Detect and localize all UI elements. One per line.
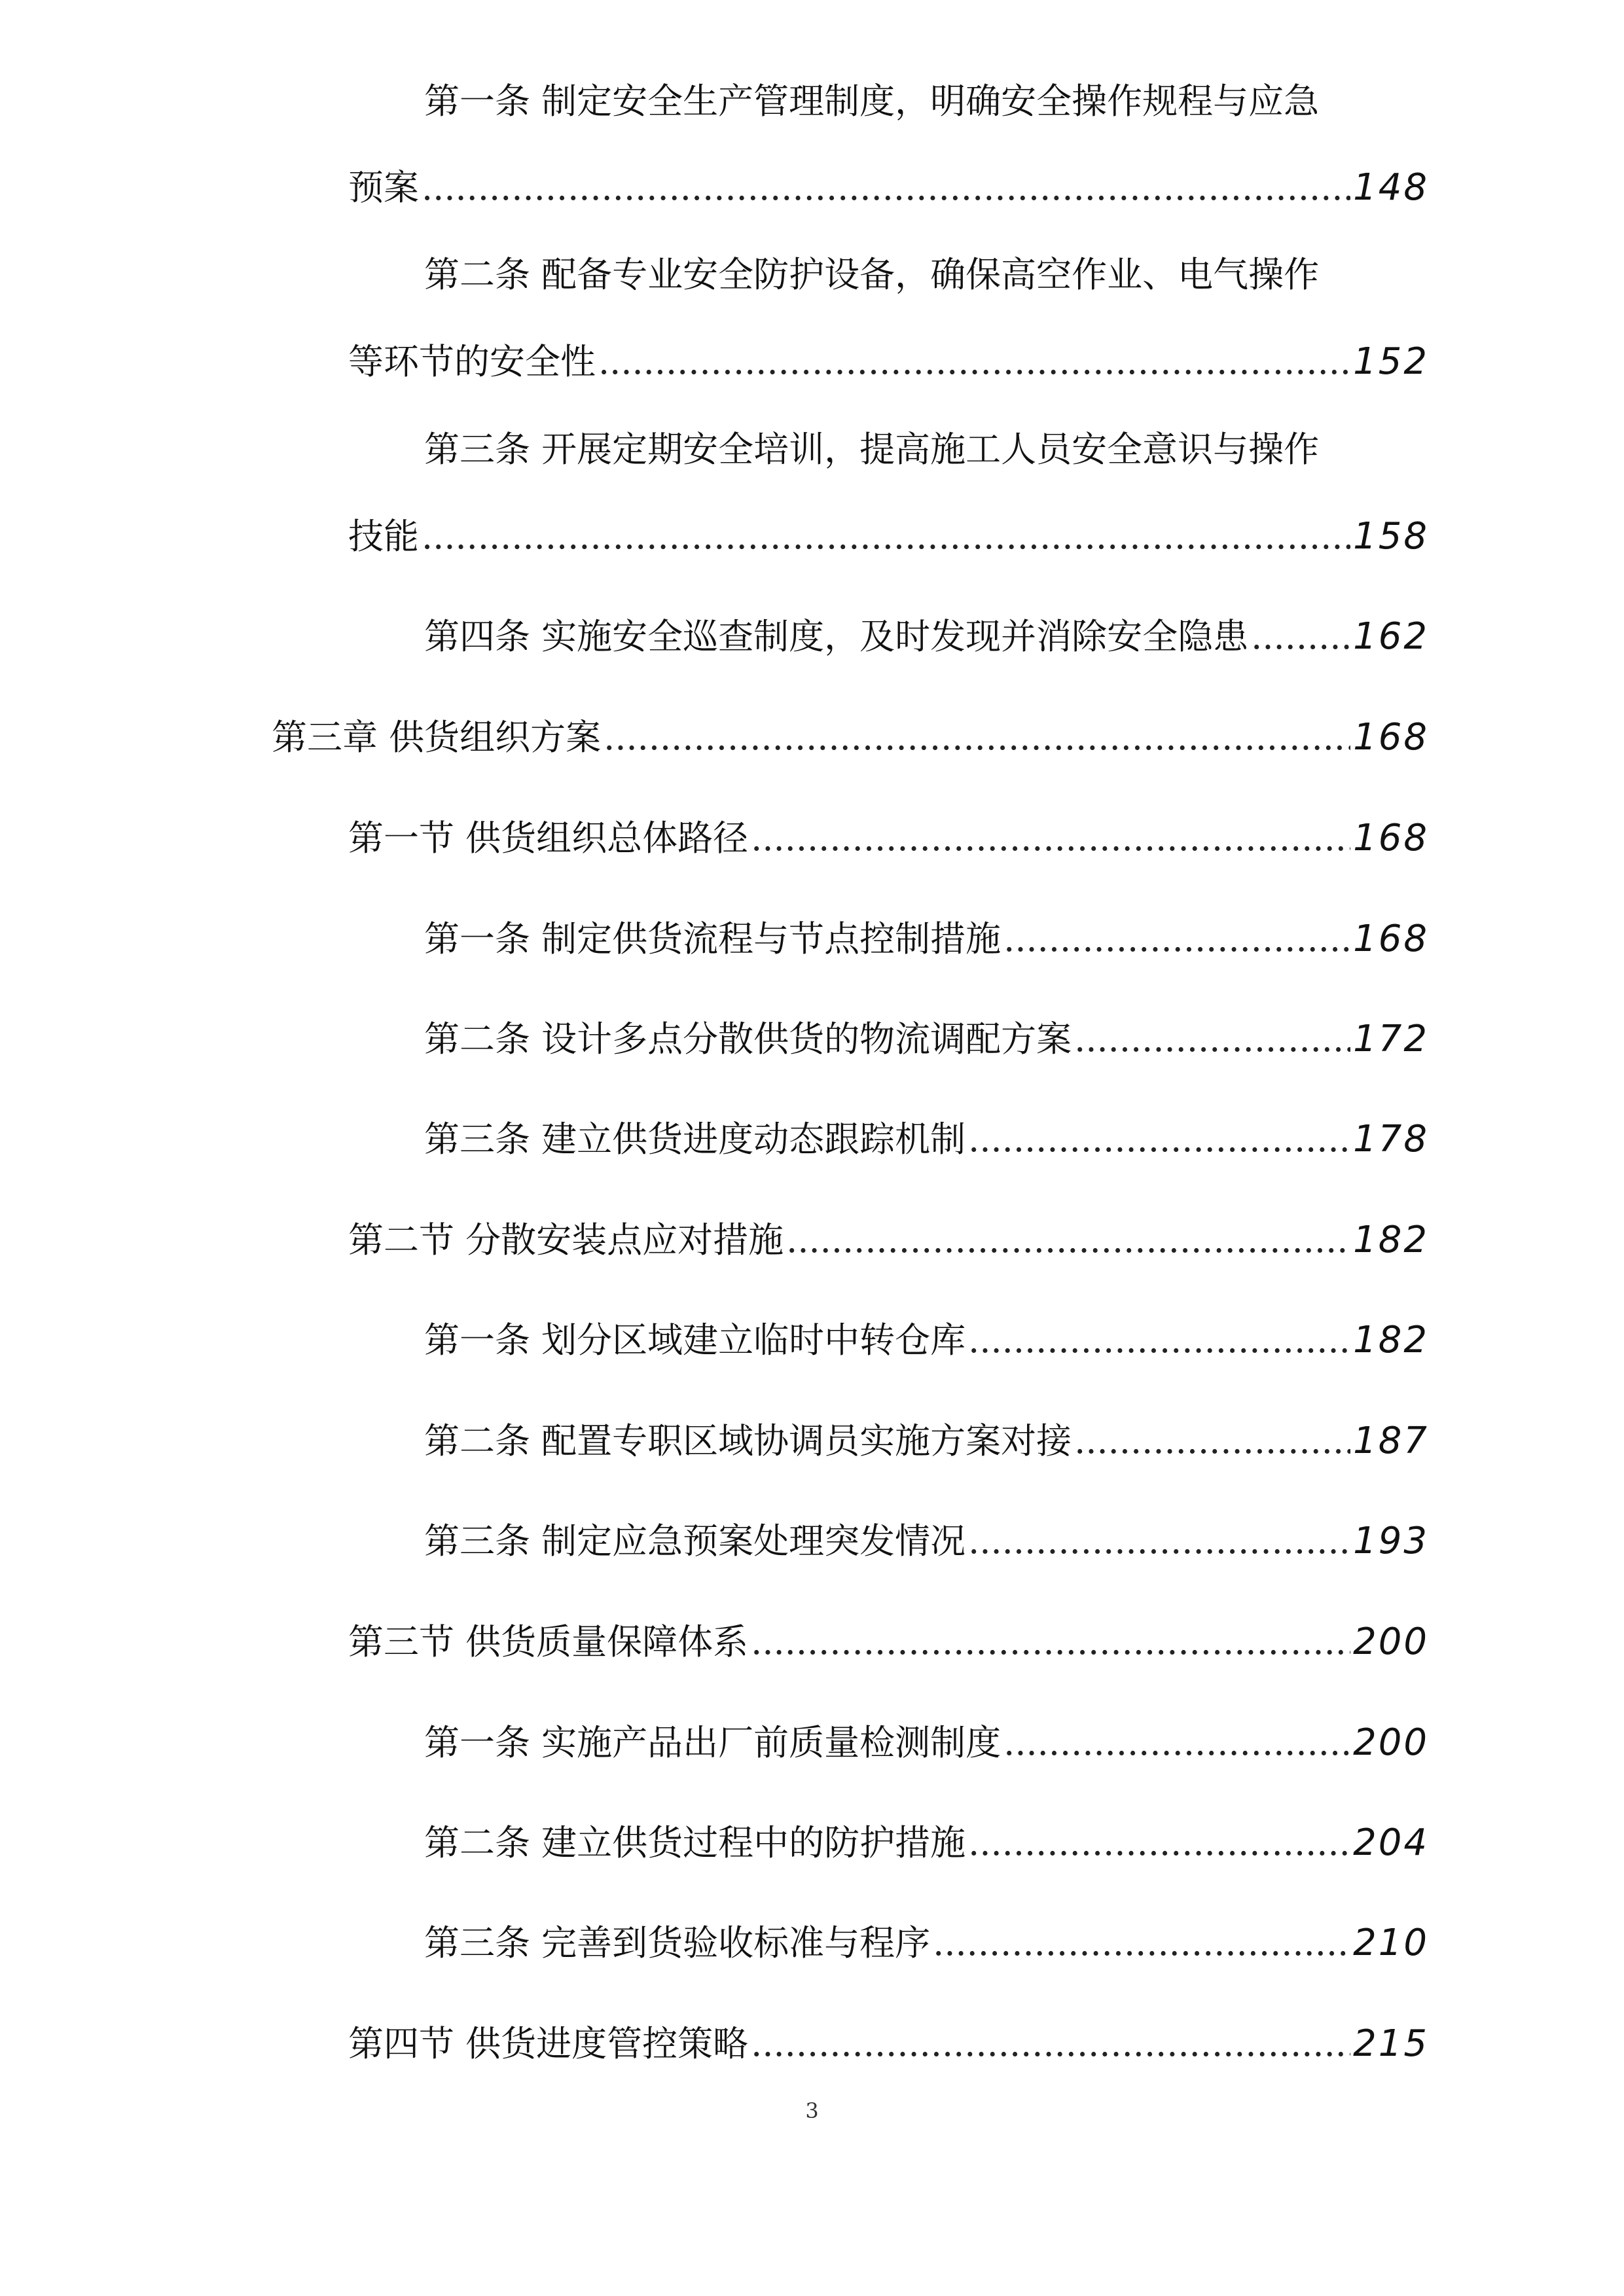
toc-page-number: 152 <box>1353 340 1429 383</box>
toc-entry[interactable] <box>424 614 1429 660</box>
toc-page-number: 187 <box>1353 1420 1429 1462</box>
toc-page-number: 168 <box>1353 716 1429 759</box>
dot-leader <box>751 1619 1350 1665</box>
toc-entry-section[interactable] <box>348 2021 1429 2067</box>
dot-leader <box>968 1820 1350 1866</box>
dot-leader <box>1074 1418 1350 1464</box>
toc-entry-section[interactable] <box>348 816 1429 861</box>
toc-entry[interactable] <box>424 1318 1429 1363</box>
toc-entry-title: 第一条 划分区域建立临时中转仓库 <box>424 1319 966 1361</box>
toc-page-number: 200 <box>1353 1721 1429 1764</box>
dot-leader <box>604 715 1350 761</box>
toc-page-number: 193 <box>1353 1520 1429 1562</box>
toc-entry-line1: 第一条 制定安全生产管理制度，明确安全操作规程与应急 <box>424 81 1320 122</box>
dot-leader <box>786 1217 1350 1263</box>
toc-entry-title: 第二节 分散安装点应对措施 <box>348 1219 784 1261</box>
toc-page-number: 204 <box>1353 1821 1429 1864</box>
toc-page-number: 182 <box>1353 1319 1429 1361</box>
toc-page-number: 178 <box>1353 1118 1429 1160</box>
toc-entry-title: 第二条 建立供货过程中的防护措施 <box>424 1822 966 1863</box>
toc-entry[interactable] <box>424 1016 1429 1062</box>
toc-entry[interactable] <box>424 1720 1429 1766</box>
toc-entry[interactable] <box>348 514 1429 560</box>
toc-page-number: 168 <box>1353 817 1429 859</box>
toc-entry-title: 第二条 配置专职区域协调员实施方案对接 <box>424 1420 1072 1462</box>
toc-entry[interactable] <box>424 1920 1429 1966</box>
toc-page-number: 148 <box>1353 166 1429 209</box>
toc-entry-title: 第三条 完善到货验收标准与程序 <box>424 1922 931 1964</box>
toc-page-number: 182 <box>1353 1219 1429 1261</box>
toc-entry-title: 第二条 设计多点分散供货的物流调配方案 <box>424 1018 1072 1060</box>
toc-entry-title: 第三条 建立供货进度动态跟踪机制 <box>424 1119 966 1160</box>
dot-leader <box>933 1920 1350 1966</box>
dot-leader <box>422 514 1350 560</box>
toc-entry[interactable] <box>424 1117 1429 1162</box>
toc-entry-title: 第三章 供货组织方案 <box>272 717 602 758</box>
dot-leader <box>1251 614 1350 660</box>
dot-leader <box>1003 916 1350 962</box>
toc-entry-section[interactable] <box>348 1217 1429 1263</box>
toc-entry-chapter[interactable] <box>272 715 1429 761</box>
toc-entry[interactable] <box>424 1518 1429 1564</box>
toc-entry-line1: 第三条 开展定期安全培训，提高施工人员安全意识与操作 <box>424 429 1320 470</box>
toc-page-number: 158 <box>1353 515 1429 558</box>
toc-entry[interactable] <box>424 1418 1429 1464</box>
dot-leader <box>598 339 1350 385</box>
page-footer-number: 3 <box>805 2098 819 2123</box>
toc-entry-title: 技能 <box>348 516 419 557</box>
toc-page-number: 200 <box>1353 1621 1429 1663</box>
toc-page-number: 215 <box>1353 2022 1429 2065</box>
toc-entry-title: 等环节的安全性 <box>348 341 596 382</box>
dot-leader <box>751 816 1350 861</box>
toc-entry-title: 第三条 制定应急预案处理突发情况 <box>424 1520 966 1562</box>
toc-entry[interactable] <box>424 916 1429 962</box>
toc-entry-title: 第四节 供货进度管控策略 <box>348 2023 749 2064</box>
toc-entry-title: 第三节 供货质量保障体系 <box>348 1621 749 1662</box>
toc-entry-title: 第一条 制定供货流程与节点控制措施 <box>424 918 1001 960</box>
toc-page-number: 162 <box>1353 615 1429 658</box>
toc-page-number: 210 <box>1353 1922 1429 1964</box>
toc-entry-title: 第一节 供货组织总体路径 <box>348 817 749 859</box>
dot-leader <box>968 1318 1350 1363</box>
toc-page-number: 168 <box>1353 918 1429 960</box>
dot-leader <box>968 1518 1350 1564</box>
toc-entry-section[interactable] <box>348 1619 1429 1665</box>
dot-leader <box>1074 1016 1350 1062</box>
dot-leader <box>968 1117 1350 1162</box>
dot-leader <box>1003 1720 1350 1766</box>
toc-entry[interactable] <box>424 1820 1429 1866</box>
dot-leader <box>422 165 1350 211</box>
toc-entry[interactable] <box>348 165 1429 211</box>
toc-entry-title: 预案 <box>348 167 419 208</box>
toc-entry-line1: 第二条 配备专业安全防护设备，确保高空作业、电气操作 <box>424 254 1320 295</box>
toc-entry-title: 第四条 实施安全巡查制度，及时发现并消除安全隐患 <box>424 616 1249 657</box>
toc-entry-title: 第一条 实施产品出厂前质量检测制度 <box>424 1722 1001 1763</box>
dot-leader <box>751 2021 1350 2067</box>
toc-page-number: 172 <box>1353 1018 1429 1060</box>
toc-entry[interactable] <box>348 339 1429 385</box>
